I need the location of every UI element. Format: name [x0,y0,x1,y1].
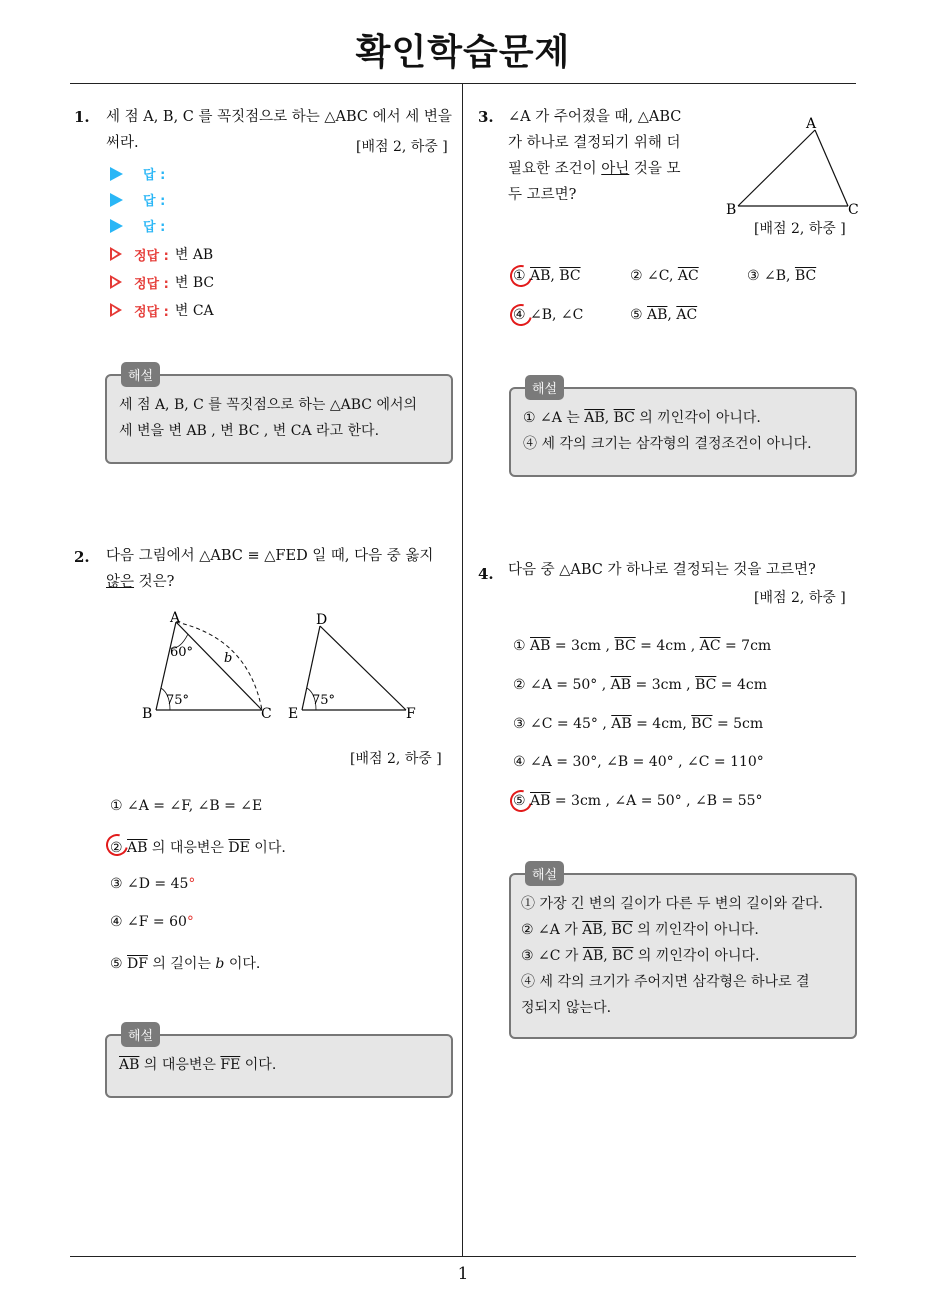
answer-field[interactable]: 답 : [110,216,165,235]
score-label: [배점 2, 하중 ] [350,751,442,767]
choice-3[interactable]: ③ ∠D = 45° [110,876,196,892]
choice-1[interactable]: ① ∠A = ∠F, ∠B = ∠E [110,798,263,814]
angle-75-label: 75° [312,693,336,708]
question-text: ∠A 가 주어졌을 때, △ABC 가 하나로 결정되기 위해 더 필요한 조건이 아닌 것을 모 두 고르면? [508,109,682,203]
score-label: [배점 2, 하중 ] [754,590,846,606]
correct-answer: 정답 : 변 CA [110,300,214,320]
choice-5[interactable]: ⑤ $\overline{AB}$, $\overline{AC}$ [630,307,698,323]
vertex-C-label: C [848,202,859,218]
choice-3[interactable]: ③ ∠C = 45° , $\overline{AB} = 4cm$, $\overline{BC} = 5cm$ [513,716,764,732]
question-number: 2. [74,548,90,566]
vertex-F-label: F [406,706,416,722]
explanation-box [509,868,857,1039]
explanation-box [105,369,453,464]
correct-answer: 정답 : 변 AB [110,244,213,264]
score-label: [배점 2, 하중 ] [356,139,448,155]
choice-4[interactable]: ④ ∠B, ∠C [513,307,584,323]
question-number: 4. [478,565,494,583]
explanation-box [105,1029,453,1098]
choice-5[interactable]: ⑤ $\overline{DF}$ 의 길이는 b 이다. [110,956,261,972]
explanation-box [509,382,857,477]
column-divider [462,84,463,1256]
question-text: 다음 중 △ABC 가 하나로 결정되는 것을 고르면? [508,562,816,578]
explanation-tag: 해설 [525,375,564,400]
choice-1[interactable]: ① $\overline{AB} = 3cm$ , $\overline{BC} = 4cm$ , $\overline{AC} = 7cm$ [513,638,772,654]
choice-1[interactable]: ① $\overline{AB}$, $\overline{BC}$ [513,268,581,284]
vertex-B-label: B [142,706,153,722]
triangle-figure [720,110,870,218]
vertex-C-label: C [261,706,272,722]
choice-3[interactable]: ③ ∠B, $\overline{BC}$ [747,268,817,284]
page-title: 확인학습문제 [355,32,571,73]
top-divider [70,83,856,84]
explanation-tag: 해설 [525,861,564,886]
explanation-text: $\overline{AB}$ 의 대응변은 $\overline{FE}$ 이다. [119,1057,277,1073]
question-number: 3. [478,108,494,126]
vertex-A-label: A [806,116,817,132]
length-b-label: b [224,651,233,666]
angle-60-label: 60° [170,645,194,660]
explanation-text: ① 가장 긴 변의 길이가 다른 두 변의 길이와 같다. ② ∠A 가 $\overline{AB}$, $\overline{BC}$ 의 끼인각이 아니다. ③ ∠C 가 $\overline{AB}$, $\overline{BC}$ 의 끼인각이 아니다. ④ 세 각의 크기가 주어지면 삼각형은 하나로 결 정되지 않는다. [521,896,823,1016]
vertex-B-label: B [726,202,737,218]
angle-75-label: 75° [166,693,190,708]
play-icon [110,193,123,207]
vertex-D-label: D [316,612,328,628]
play-icon [110,219,123,233]
answer-field[interactable]: 답 : [110,164,165,183]
choice-4[interactable]: ④ ∠A = 30°, ∠B = 40° , ∠C = 110° [513,754,764,770]
explanation-tag: 해설 [121,1022,160,1047]
answer-field[interactable]: 답 : [110,190,165,209]
choice-2[interactable]: ② ∠A = 50° , $\overline{AB} = 3cm$ , $\overline{BC} = 4cm$ [513,677,767,693]
bottom-divider [70,1256,856,1257]
choice-4[interactable]: ④ ∠F = 60° [110,914,194,930]
correct-answer: 정답 : 변 BC [110,272,214,292]
choice-5[interactable]: ⑤ $\overline{AB} = 3cm$ , ∠A = 50° , ∠B = 55° [513,793,763,809]
triangle-figure [130,608,430,728]
page-number: 1 [457,1264,469,1284]
score-label: [배점 2, 하중 ] [754,221,846,237]
choice-2[interactable]: ② ∠C, $\overline{AC}$ [630,268,699,284]
explanation-text: ① ∠A 는 $\overline{AB}$, $\overline{BC}$ 의 끼인각이 아니다. ④ 세 각의 크기는 삼각형의 결정조건이 아니다. [523,410,812,452]
explanation-text: 세 점 A, B, C 를 꼭짓점으로 하는 △ABC 에서의 세 변을 변 AB , 변 BC , 변 CA 라고 한다. [119,397,418,439]
outline-play-icon [110,275,122,289]
outline-play-icon [110,247,122,261]
choice-2[interactable]: ② $\overline{AB}$ 의 대응변은 $\overline{DE}$ 이다. [110,840,286,856]
play-icon [110,167,123,181]
vertex-E-label: E [288,706,299,722]
question-text: 다음 그림에서 △ABC ≡ △FED 일 때, 다음 중 옳지 않은 것은? [106,548,434,590]
question-number: 1. [74,108,90,126]
outline-play-icon [110,303,122,317]
explanation-tag: 해설 [121,362,160,387]
vertex-A-label: A [170,610,181,626]
question-text: 세 점 A, B, C 를 꼭짓점으로 하는 △ABC 에서 세 변을 써라. [106,109,452,151]
